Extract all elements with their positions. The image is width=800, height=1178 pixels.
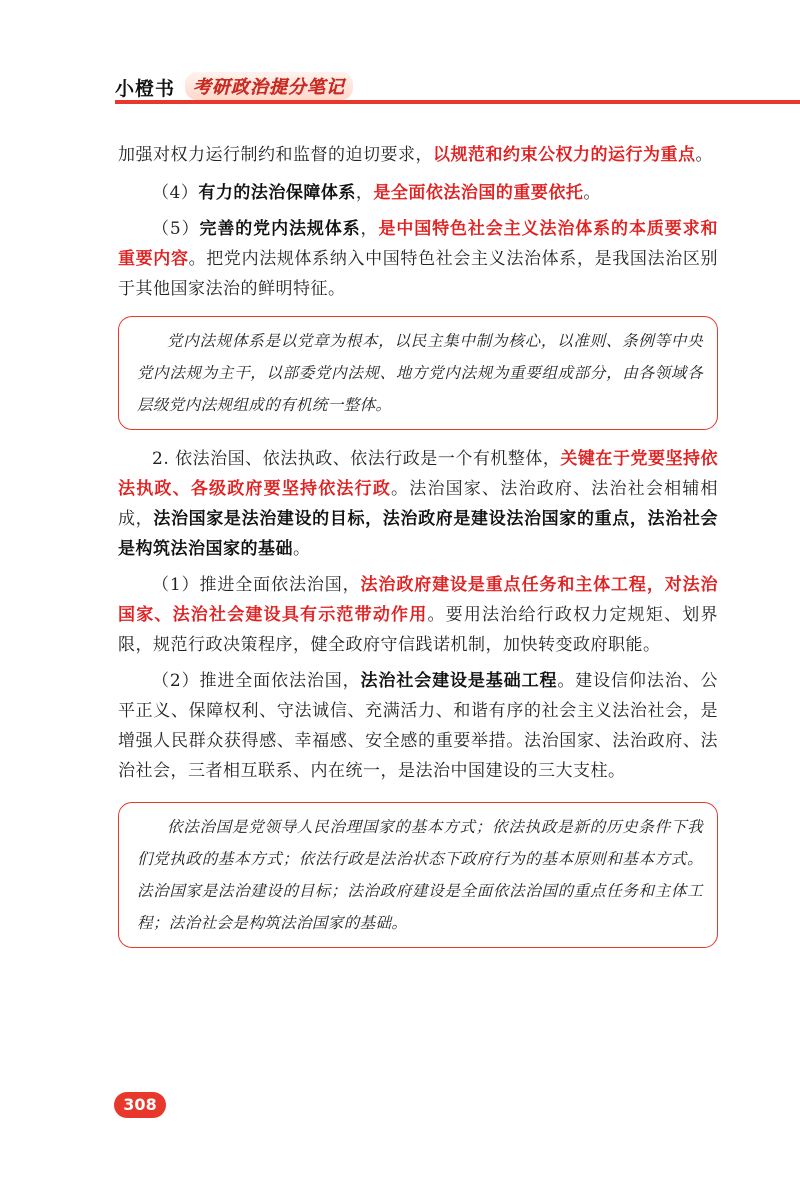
page-body	[118, 140, 718, 958]
paragraph-3	[118, 214, 718, 304]
text: （2）推进全面依法治国，	[152, 671, 361, 691]
highlight-text: 法治政府建设是重点任务和主体工程，对法治国家、法治社会建设具有示范带动作用	[118, 575, 718, 625]
page-header	[115, 68, 800, 102]
bold-text: 有力的法治保障体系	[198, 183, 356, 203]
note-box-2: 依法治国是党领导人民治理国家的基本方式；依法执政是新的历史条件下我们党执政的基本方式；依法行政是法治状态下政府行为的基本原则和基本方式。法治国家是法治建设的目标；法治政府建设是全面依法治国的重点任务和主体工程；法治社会是构筑法治国家的基础。	[118, 802, 718, 948]
text: 。	[695, 145, 713, 165]
text: 。	[293, 539, 311, 559]
book-series-title: 考研政治提分笔记	[185, 72, 353, 100]
header-divider	[115, 100, 800, 104]
highlight-text: 是中国特色社会主义法治体系的本质要求和重要内容	[118, 219, 719, 269]
text: （1）推进全面依法治国，	[152, 575, 361, 595]
text: 加强对权力运行制约和监督的迫切要求，	[118, 145, 433, 165]
bold-text: 法治社会建设是基础工程	[360, 671, 558, 691]
paragraph-6	[118, 666, 718, 786]
text: ，	[355, 183, 374, 203]
text: 2. 依法治国、依法执政、依法行政是一个有机整体，	[152, 449, 561, 469]
highlight-text: 关键在于党要坚持依法执政、各级政府要坚持依法行政	[118, 449, 719, 499]
page-number: 308	[114, 1092, 166, 1118]
paragraph-5	[118, 570, 718, 660]
text: 。建设信仰法治、公平正义、保障权利、守法诚信、充满活力、和谐有序的社会主义法治社会，是增强人民群众获得感、幸福感、安全感的重要举措。法治国家、法治政府、法治社会，三者相互联系、内在统一，是法治中国建设的三大支柱。	[118, 671, 719, 781]
text: 。法治国家、法治政府、法治社会相辅相成，	[118, 479, 718, 529]
text: 。	[583, 183, 601, 203]
paragraph-2	[118, 178, 718, 208]
text: 。要用法治给行政权力定规矩、划界限，规范行政决策程序，健全政府守信践诺机制，加快转变政府职能。	[118, 605, 718, 655]
text: （4）	[152, 183, 199, 203]
book-brand: 小橙书	[115, 78, 176, 100]
paragraph-4	[118, 444, 718, 564]
text: （5）	[152, 219, 200, 239]
paragraph-1	[118, 140, 718, 170]
bold-text: 法治国家是法治建设的目标，法治政府是建设法治国家的重点，法治社会是构筑法治国家的基础	[118, 509, 719, 559]
highlight-text: 是全面依法治国的重要依托	[373, 183, 584, 203]
text: 。把党内法规体系纳入中国特色社会主义法治体系，是我国法治区别于其他国家法治的鲜明特征。	[118, 249, 719, 299]
highlight-text: 以规范和约束公权力的运行为重点	[433, 145, 696, 165]
text: ，	[360, 219, 379, 239]
bold-text: 完善的党内法规体系	[199, 219, 361, 239]
note-box-1: 党内法规体系是以党章为根本，以民主集中制为核心，以准则、条例等中央党内法规为主干，以部委党内法规、地方党内法规为重要组成部分，由各领域各层级党内法规组成的有机统一整体。	[118, 316, 718, 430]
